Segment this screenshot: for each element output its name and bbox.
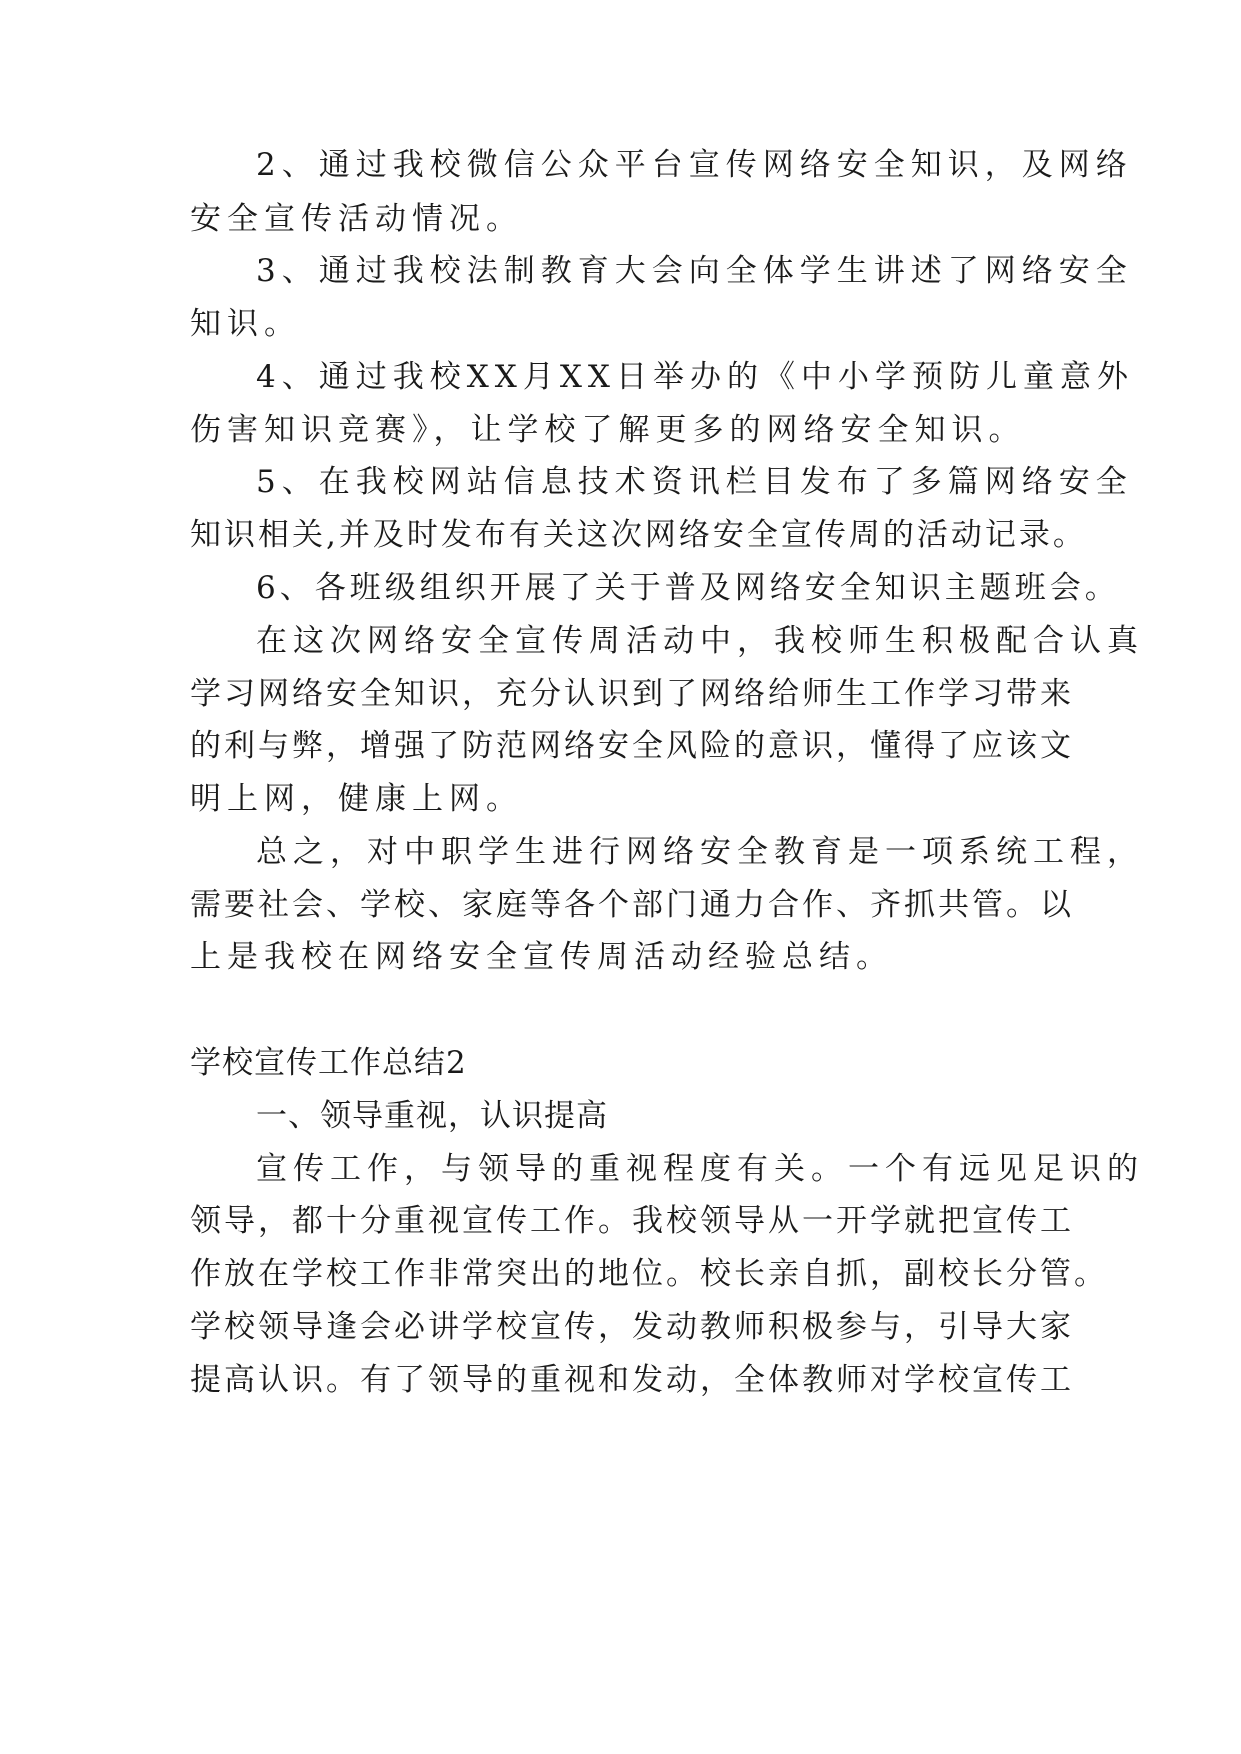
paragraph-line: 在这次网络安全宣传周活动中，我校师生积极配合认真 (256, 623, 1144, 659)
paragraph-line: 的利与弊，增强了防范网络安全风险的意识，懂得了应该文 (190, 728, 1074, 764)
paragraph-line: 领导，都十分重视宣传工作。我校领导从一开学就把宣传工 (190, 1203, 1074, 1239)
paragraph-line: 安全宣传活动情况。 (190, 201, 523, 237)
section-title: 学校宣传工作总结2 (190, 1045, 467, 1081)
paragraph-line: 需要社会、学校、家庭等各个部门通力合作、齐抓共管。以 (190, 887, 1074, 923)
paragraph-line: 学习网络安全知识，充分认识到了网络给师生工作学习带来 (190, 676, 1074, 712)
paragraph-line: 6、各班级组织开展了关于普及网络安全知识主题班会。 (256, 570, 1120, 606)
paragraph-line: 知识相关,并及时发布有关这次网络安全宣传周的活动记录。 (190, 517, 1087, 553)
paragraph-line: 总之，对中职学生进行网络安全教育是一项系统工程， (256, 834, 1144, 870)
paragraph-line: 提高认识。有了领导的重视和发动，全体教师对学校宣传工 (190, 1362, 1074, 1398)
subsection-heading: 一、领导重视，认识提高 (256, 1098, 608, 1134)
paragraph-line: 伤害知识竞赛》，让学校了解更多的网络安全知识。 (190, 412, 1026, 448)
paragraph-line: 明上网，健康上网。 (190, 781, 523, 817)
paragraph-line: 上是我校在网络安全宣传周活动经验总结。 (190, 939, 893, 975)
paragraph-line: 宣传工作，与领导的重视程度有关。一个有远见足识的 (256, 1151, 1144, 1187)
paragraph-line: 5、在我校网站信息技术资讯栏目发布了多篇网络安全 (256, 464, 1133, 500)
paragraph-line: 知识。 (190, 306, 301, 342)
paragraph-line: 学校领导逢会必讲学校宣传，发动教师积极参与，引导大家 (190, 1309, 1074, 1345)
paragraph-line: 作放在学校工作非常突出的地位。校长亲自抓，副校长分管。 (190, 1256, 1108, 1292)
paragraph-line: 4、通过我校XX月XX日举办的《中小学预防儿童意外 (256, 359, 1134, 395)
paragraph-line: 3、通过我校法制教育大会向全体学生讲述了网络安全 (256, 253, 1133, 289)
paragraph-line: 2、通过我校微信公众平台宣传网络安全知识，及网络 (256, 147, 1133, 183)
